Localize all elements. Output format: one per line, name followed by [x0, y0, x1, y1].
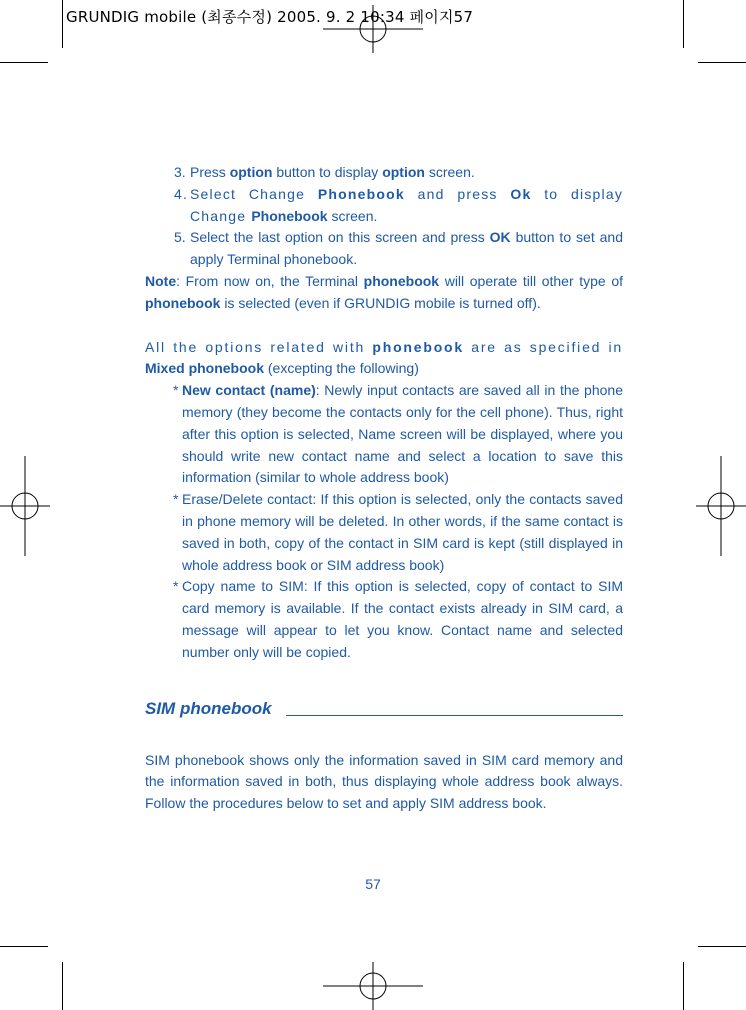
- registration-mark-bottom: [323, 962, 423, 1010]
- intro-keyword: Mixed phonebook: [145, 360, 264, 377]
- bullet-star: *: [173, 382, 179, 399]
- step-keyword: Phonebook: [317, 185, 405, 202]
- note-text: is selected (even if GRUNDIG mobile is turned off).: [220, 294, 541, 311]
- step-3: [145, 162, 623, 184]
- bullet-star: *: [173, 491, 179, 508]
- option-title: New contact (name): [182, 382, 316, 399]
- intro-keyword: phonebook: [372, 338, 464, 355]
- step-number: 3.: [174, 164, 186, 180]
- step-text: screen.: [424, 164, 475, 180]
- paragraph-gap: [145, 315, 623, 337]
- option-new-contact: [145, 380, 623, 489]
- note-text: : From now on, the Terminal: [176, 272, 364, 289]
- options-list: [145, 380, 623, 663]
- step-text: button to display: [272, 164, 383, 180]
- step-4: [145, 184, 623, 228]
- step-text: Select the last option on this screen and press: [190, 229, 490, 246]
- step-number: 4.: [174, 185, 189, 202]
- page-number: 57: [365, 876, 381, 892]
- crop-mark-bottom-right-v: [683, 962, 684, 1010]
- step-keyword: Phonebook: [251, 207, 328, 224]
- step-keyword: Ok: [510, 185, 532, 202]
- step-text: and press: [404, 185, 511, 202]
- step-number: 5.: [174, 229, 186, 246]
- options-intro: [145, 337, 623, 381]
- crop-mark-bottom-right-h: [698, 946, 746, 947]
- sim-phonebook-description: SIM phonebook shows only the information saved in SIM card memory and the information saved in both, thus displaying whole address book always. Follow the procedures below to set and apply SIM address book.: [145, 751, 623, 812]
- note-label: Note: [145, 272, 177, 289]
- step-text: button to set and apply Terminal phonebook.: [190, 229, 623, 268]
- step-keyword: option: [229, 164, 273, 180]
- note-paragraph: [145, 271, 623, 315]
- print-header: GRUNDIG mobile (최종수정) 2005. 9. 2 10:34 페이지57: [66, 8, 474, 26]
- crop-mark-top-right-h: [698, 62, 746, 63]
- step-keyword: OK: [489, 229, 511, 246]
- option-description: Erase/Delete contact: If this option is selected, only the contacts saved in phone memory will be deleted. In other words, if the same contact is saved in both, copy of the contact in SIM card is kept (still displayed in whole address book or SIM address book): [182, 491, 623, 573]
- step-5: [145, 227, 623, 271]
- section-heading-sim-phonebook: [145, 697, 623, 727]
- option-erase-delete: [145, 489, 623, 576]
- note-keyword: phonebook: [363, 272, 440, 289]
- option-copy-to-sim: [145, 576, 623, 663]
- step-text: to display Change: [190, 185, 624, 224]
- registration-mark-top: [323, 5, 423, 53]
- bullet-star: *: [173, 578, 179, 595]
- registration-mark-right: [696, 456, 746, 556]
- crop-mark-top-right-v: [683, 0, 684, 48]
- intro-text: (excepting the following): [264, 360, 419, 377]
- crop-mark-top-left-v: [62, 0, 63, 48]
- step-text: Select Change: [190, 185, 318, 202]
- page-content: [145, 162, 623, 815]
- section-title: SIM phonebook: [145, 698, 272, 718]
- crop-mark-bottom-left-h: [0, 946, 48, 947]
- registration-mark-left: [0, 456, 50, 556]
- step-text: screen.: [327, 207, 378, 224]
- option-description: Copy name to SIM: If this option is selected, copy of contact to SIM card memory is available. If the contact exists already in SIM card, a message will appear to let you know. Contact name and selected number only will be copied.: [182, 578, 623, 660]
- option-description: : Newly input contacts are saved all in the phone memory (they become the contacts only for the cell phone). Thus, right after this option is selected, Name screen will be displayed, where you should write new contact name and select a location to save this information (similar to whole address book): [182, 382, 623, 486]
- heading-rule: [286, 715, 623, 716]
- steps-list: [145, 162, 623, 271]
- note-keyword: phonebook: [145, 294, 221, 311]
- intro-text: are as specified in: [464, 338, 623, 355]
- note-text: will operate till other type of: [439, 272, 623, 289]
- step-text: Press: [190, 164, 230, 180]
- intro-text: All the options related with: [145, 338, 373, 355]
- crop-mark-bottom-left-v: [62, 962, 63, 1010]
- crop-mark-top-left-h: [0, 62, 48, 63]
- step-keyword: option: [382, 164, 425, 180]
